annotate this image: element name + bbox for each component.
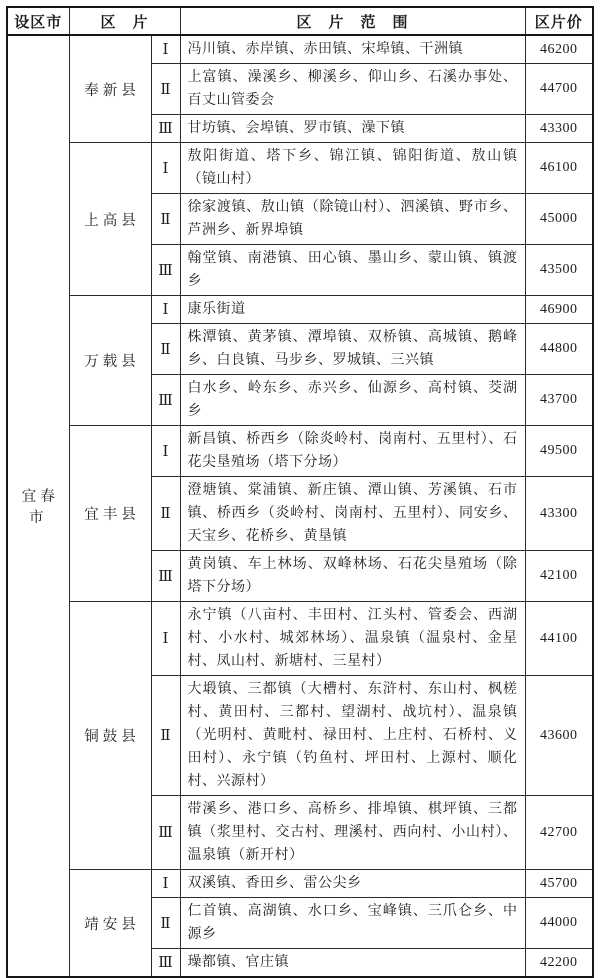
zone-level-cell: Ⅱ	[151, 477, 180, 551]
county-cell: 靖安县	[69, 870, 151, 978]
zone-range-cell: 璪都镇、官庄镇	[180, 949, 525, 978]
zone-range-cell: 双溪镇、香田乡、雷公尖乡	[180, 870, 525, 898]
zone-row	[7, 426, 593, 477]
zone-price-cell: 45700	[525, 870, 593, 898]
header-row	[7, 7, 593, 35]
header-city: 设区市	[7, 7, 69, 35]
county-cell: 奉新县	[69, 35, 151, 143]
zone-level-cell: Ⅱ	[151, 676, 180, 796]
zone-level-cell: Ⅰ	[151, 143, 180, 194]
zone-price-cell: 42100	[525, 551, 593, 602]
zone-level-cell: Ⅲ	[151, 245, 180, 296]
zone-price-cell: 44000	[525, 898, 593, 949]
zone-level-cell: Ⅱ	[151, 324, 180, 375]
zone-range-cell: 上富镇、澡溪乡、柳溪乡、仰山乡、石溪办事处、百丈山管委会	[180, 64, 525, 115]
zone-row	[7, 870, 593, 898]
zone-range-cell: 新昌镇、桥西乡（除炎岭村、岗南村、五里村）、石花尖垦殖场（塔下分场）	[180, 426, 525, 477]
zone-range-cell: 甘坊镇、会埠镇、罗市镇、澡下镇	[180, 115, 525, 143]
zone-price-cell: 44800	[525, 324, 593, 375]
city-cell: 宜春市	[7, 35, 69, 977]
zone-range-cell: 黄岗镇、车上林场、双峰林场、石花尖垦殖场（除塔下分场）	[180, 551, 525, 602]
zone-price-cell: 46900	[525, 296, 593, 324]
zone-price-cell: 45000	[525, 194, 593, 245]
zone-range-cell: 康乐街道	[180, 296, 525, 324]
zone-range-cell: 冯川镇、赤岸镇、赤田镇、宋埠镇、干洲镇	[180, 35, 525, 64]
zone-price-cell: 44700	[525, 64, 593, 115]
zone-level-cell: Ⅱ	[151, 64, 180, 115]
zone-level-cell: Ⅲ	[151, 115, 180, 143]
zone-price-cell: 43700	[525, 375, 593, 426]
zone-level-cell: Ⅲ	[151, 551, 180, 602]
header-price: 区片价	[525, 7, 593, 35]
zone-price-cell: 42200	[525, 949, 593, 978]
header-range: 区 片 范 围	[180, 7, 525, 35]
zone-range-cell: 白水乡、岭东乡、赤兴乡、仙源乡、高村镇、茭湖乡	[180, 375, 525, 426]
zone-level-cell: Ⅰ	[151, 602, 180, 676]
zone-range-cell: 株潭镇、黄茅镇、潭埠镇、双桥镇、高城镇、鹅峰乡、白良镇、马步乡、罗城镇、三兴镇	[180, 324, 525, 375]
zone-price-cell: 46200	[525, 35, 593, 64]
zone-range-cell: 带溪乡、港口乡、高桥乡、排埠镇、棋坪镇、三都镇（浆里村、交古村、理溪村、西向村、小山村）、温泉镇（新开村）	[180, 796, 525, 870]
zone-level-cell: Ⅲ	[151, 375, 180, 426]
county-cell: 万载县	[69, 296, 151, 426]
zone-level-cell: Ⅰ	[151, 426, 180, 477]
land-price-zone-table	[6, 6, 594, 978]
zone-range-cell: 敖阳街道、塔下乡、锦江镇、锦阳街道、敖山镇（镜山村）	[180, 143, 525, 194]
zone-price-cell: 43300	[525, 477, 593, 551]
zone-range-cell: 澄塘镇、棠浦镇、新庄镇、潭山镇、芳溪镇、石市镇、桥西乡（炎岭村、岗南村、五里村）、同安乡、天宝乡、花桥乡、黄垦镇	[180, 477, 525, 551]
zone-price-cell: 42700	[525, 796, 593, 870]
zone-row	[7, 296, 593, 324]
county-cell: 宜丰县	[69, 426, 151, 602]
county-cell: 铜鼓县	[69, 602, 151, 870]
zone-row	[7, 35, 593, 64]
zone-level-cell: Ⅲ	[151, 796, 180, 870]
zone-price-cell: 43500	[525, 245, 593, 296]
zone-level-cell: Ⅲ	[151, 949, 180, 978]
zone-price-cell: 43300	[525, 115, 593, 143]
zone-level-cell: Ⅱ	[151, 898, 180, 949]
zone-price-cell: 46100	[525, 143, 593, 194]
header-zone: 区 片	[69, 7, 180, 35]
zone-level-cell: Ⅰ	[151, 35, 180, 64]
zone-price-cell: 49500	[525, 426, 593, 477]
zone-row	[7, 143, 593, 194]
zone-price-cell: 43600	[525, 676, 593, 796]
county-cell: 上高县	[69, 143, 151, 296]
zone-row	[7, 602, 593, 676]
zone-range-cell: 仁首镇、高湖镇、水口乡、宝峰镇、三爪仑乡、中源乡	[180, 898, 525, 949]
zone-range-cell: 翰堂镇、南港镇、田心镇、墨山乡、蒙山镇、镇渡乡	[180, 245, 525, 296]
zone-price-cell: 44100	[525, 602, 593, 676]
zone-range-cell: 永宁镇（八亩村、丰田村、江头村、管委会、西湖村、小水村、城郊林场）、温泉镇（温泉村、金星村、凤山村、新塘村、三星村）	[180, 602, 525, 676]
zone-level-cell: Ⅱ	[151, 194, 180, 245]
zone-range-cell: 徐家渡镇、敖山镇（除镜山村）、泗溪镇、野市乡、芦洲乡、新界埠镇	[180, 194, 525, 245]
zone-level-cell: Ⅰ	[151, 870, 180, 898]
zone-level-cell: Ⅰ	[151, 296, 180, 324]
zone-range-cell: 大塅镇、三都镇（大槽村、东浒村、东山村、枫槎村、黄田村、三都村、望湖村、战坑村）、温泉镇（光明村、黄毗村、禄田村、上庄村、石桥村、义田村）、永宁镇（钓鱼村、坪田村、上源村、顺化村、兴源村）	[180, 676, 525, 796]
